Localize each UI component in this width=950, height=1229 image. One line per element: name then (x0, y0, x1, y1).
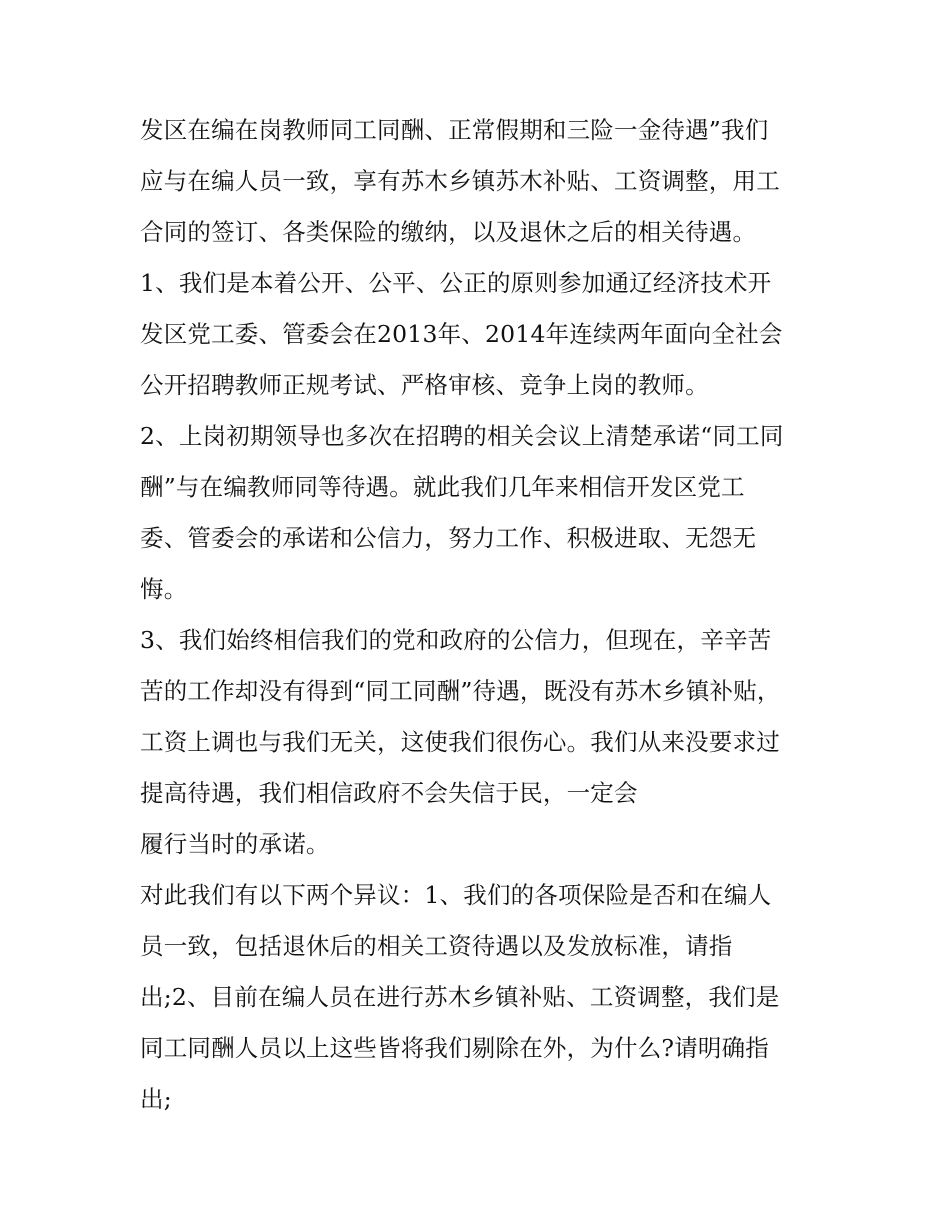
text-line: 提高待遇，我们相信政府不会失信于民，一定会 (140, 779, 638, 807)
text-line: 应与在编人员一致，享有苏木乡镇苏木补贴、工资调整，用工 (140, 167, 780, 195)
text-line: 对此我们有以下两个异议：1、我们的各项保险是否和在编人 (140, 881, 772, 909)
text-line: 公开招聘教师正规考试、严格审核、竞争上岗的教师。 (140, 371, 709, 399)
text-line: 出; (140, 1085, 172, 1113)
text-line: 2、上岗初期领导也多次在招聘的相关会议上清楚承诺“同工同 (140, 422, 784, 450)
text-line: 苦的工作却没有得到“同工同酬”待遇，既没有苏木乡镇补贴， (140, 677, 781, 705)
text-line: 委、管委会的承诺和公信力，努力工作、积极进取、无怨无 (140, 524, 757, 552)
text-line: 工资上调也与我们无关，这使我们很伤心。我们从来没要求过 (140, 728, 780, 756)
text-line: 1、我们是本着公开、公平、公正的原则参加通辽经济技术开 (140, 269, 772, 297)
text-line: 合同的签订、各类保险的缴纳，以及退休之后的相关待遇。 (140, 218, 757, 246)
text-line: 出;2、目前在编人员在进行苏木乡镇补贴、工资调整，我们是 (140, 983, 780, 1011)
text-line: 发区在编在岗教师同工同酬、正常假期和三险一金待遇”我们 (140, 116, 769, 144)
text-line: 酬”与在编教师同等待遇。就此我们几年来相信开发区党工 (140, 473, 745, 501)
text-line: 3、我们始终相信我们的党和政府的公信力，但现在，辛辛苦 (140, 626, 772, 654)
text-line: 员一致，包括退休后的相关工资待遇以及发放标准，请指 (140, 932, 733, 960)
document-body (140, 105, 830, 1125)
text-line: 履行当时的承诺。 (140, 830, 330, 858)
text-line: 发区党工委、管委会在2013年、2014年连续两年面向全社会 (140, 320, 783, 348)
text-line: 同工同酬人员以上这些皆将我们剔除在外，为什么?请明确指 (140, 1034, 769, 1062)
text-line: 悔。 (140, 575, 188, 603)
